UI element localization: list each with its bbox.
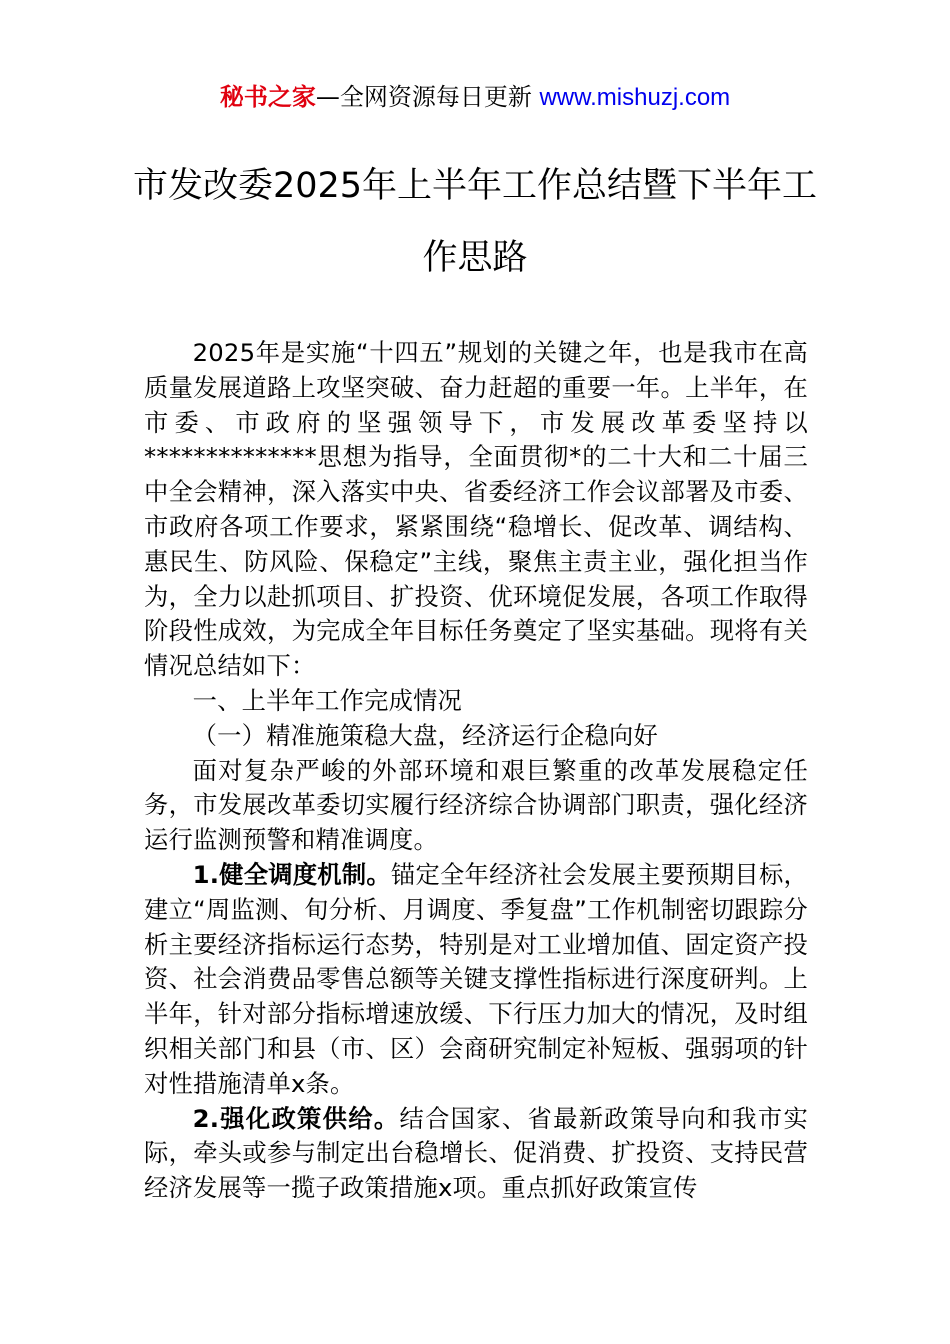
section-heading	[144, 684, 808, 719]
paragraph-text: 结合国家、省最新政策导向和我市实际，牵头或参与制定出台稳增长、促消费、扩投资、支持民营经济发展等一揽子政策措施x项。重点抓好政策宣传	[144, 1103, 809, 1203]
paragraph-text: 锚定全年经济社会发展主要预期目标，建立“周监测、旬分析、月调度、季复盘”工作机制密切跟踪分析主要经济指标运行态势，特别是对工业增加值、固定资产投资、社会消费品零售总额等关键支撑性指标进行深度研判。上半年，针对部分指标增速放缓、下行压力加大的情况，及时组织相关部门和县（市、区）会商研究制定补短板、强弱项的针对性措施清单x条。	[144, 859, 808, 1098]
paragraph	[144, 858, 808, 1102]
site-url-link[interactable]: www.mishuzj.com	[539, 84, 731, 111]
section-heading-text: 一、上半年工作完成情况	[192, 685, 463, 715]
paragraph	[144, 336, 808, 684]
paragraph-text: 面对复杂严峻的外部环境和艰巨繁重的改革发展稳定任务，市发展改革委切实履行经济综合协调部门职责，强化经济运行监测预警和精准调度。	[144, 755, 808, 855]
paragraph-lead: 1.健全调度机制。	[192, 859, 391, 889]
site-name: 秘书之家	[219, 83, 316, 111]
paragraph-text: 2025年是实施“十四五”规划的关键之年，也是我市在高质量发展道路上攻坚突破、奋力赶超的重要一年。上半年，在市委、市政府的坚强领导下，市发展改革委坚持以**************思想为指导，全面贯彻*的二十大和二十届三中全会精神，深入落实中央、省委经济工作会议部署及市委、市政府各项工作要求，紧紧围绕“稳增长、促改革、调结构、惠民生、防风险、保稳定”主线，聚焦主责主业，强化担当作为，全力以赴抓项目、扩投资、优环境促发展，各项工作取得阶段性成效，为完成全年目标任务奠定了坚实基础。现将有关情况总结如下：	[144, 338, 808, 681]
site-tagline: —全网资源每日更新	[315, 83, 532, 111]
document-title: 市发改委2025年上半年工作总结暨下半年工作思路	[132, 166, 818, 278]
paragraph	[144, 1102, 808, 1206]
paragraph	[144, 754, 808, 858]
subsection-heading-text: （一）精准施策稳大盘，经济运行企稳向好	[192, 720, 659, 750]
site-header	[0, 80, 950, 115]
paragraph-lead: 2.强化政策供给。	[192, 1103, 400, 1133]
document-body	[144, 336, 808, 1206]
subsection-heading	[144, 719, 808, 754]
